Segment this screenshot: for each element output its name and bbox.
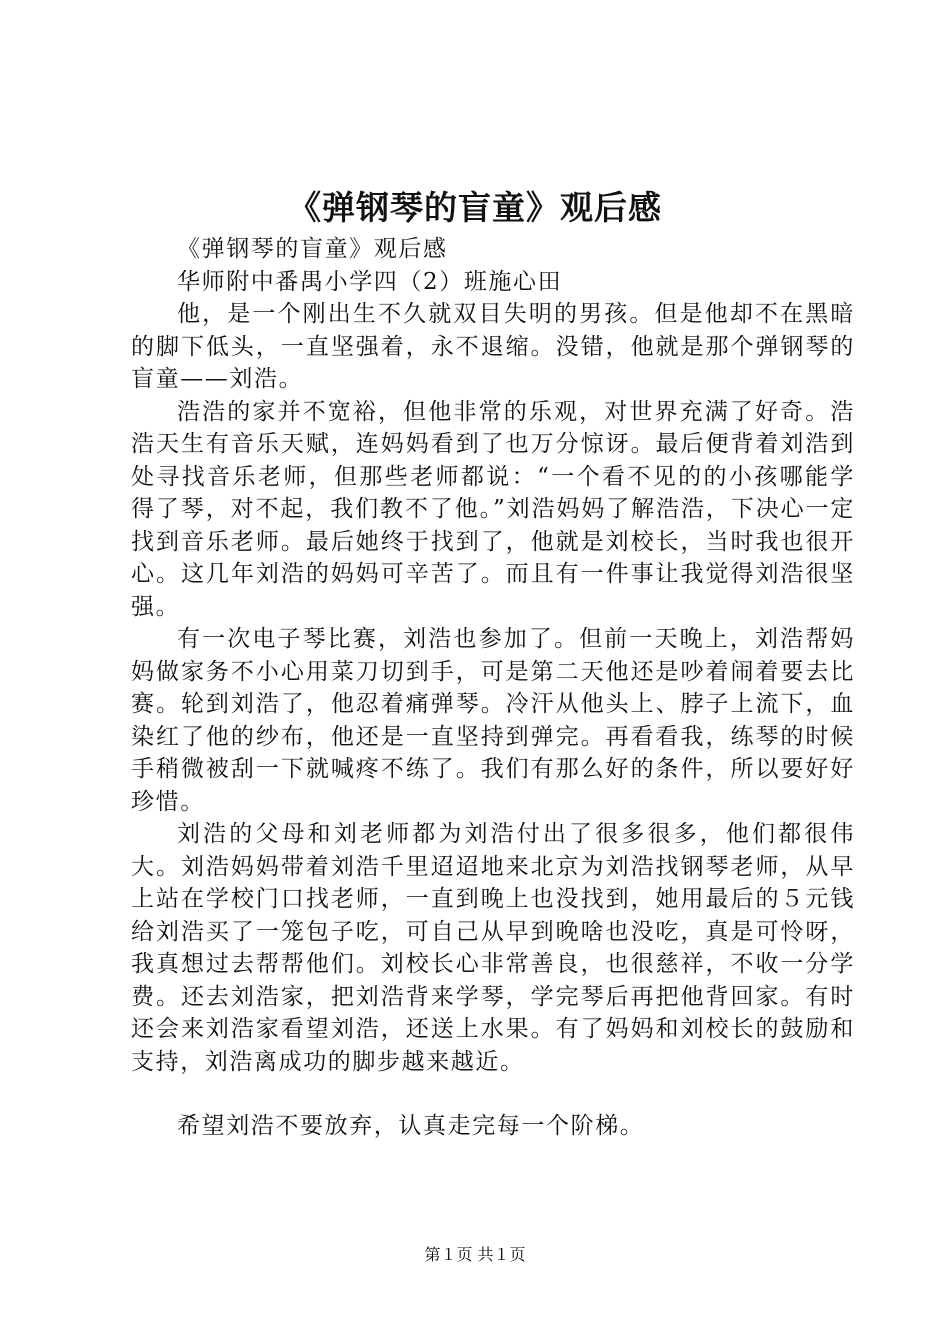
paragraph-closing: 希望刘浩不要放弃，认真走完每一个阶梯。	[177, 1113, 645, 1139]
paragraph: 浩浩的家并不宽裕，但他非常的乐观，对世界充满了好奇。浩浩天生有音乐天赋，连妈妈看到了也万分惊讶。最后便背着刘浩到处寻找音乐老师，但那些老师都说：“一个看不见的的小孩哪能学得了琴，对不起，我们教不了他。”刘浩妈妈了解浩浩，下决心一定找到音乐老师。最后她终于找到了，他就是刘校长，当时我也很开心。这几年刘浩的妈妈可辛苦了。而且有一件事让我觉得刘浩很坚强。	[131, 398, 855, 620]
paragraph-subtitle: 《弹钢琴的盲童》观后感	[177, 236, 448, 262]
paragraph: 有一次电子琴比赛，刘浩也参加了。但前一天晚上，刘浩帮妈妈做家务不小心用菜刀切到手，可是第二天他还是吵着闹着要去比赛。轮到刘浩了，他忍着痛弹琴。冷汗从他头上、脖子上流下，血染红了他的纱布，他还是一直坚持到弹完。再看看我，练琴的时候手稍微被刮一下就喊疼不练了。我们有那么好的条件，所以要好好珍惜。	[131, 626, 855, 815]
page-footer: 第１页 共１页	[424, 1245, 526, 1264]
paragraph: 刘浩的父母和刘老师都为刘浩付出了很多很多，他们都很伟大。刘浩妈妈带着刘浩千里迢迢地来北京为刘浩找钢琴老师，从早上站在学校门口找老师，一直到晚上也没找到，她用最后的５元钱给刘浩买了一笼包子吃，可自己从早到晚啥也没吃，真是可怜呀，我真想过去帮帮他们。刘校长心非常善良，也很慈祥，不收一分学费。还去刘浩家，把刘浩背来学琴，学完琴后再把他背回家。有时还会来刘浩家看望刘浩，还送上水果。有了妈妈和刘校长的鼓励和支持，刘浩离成功的脚步越来越近。	[131, 821, 855, 1075]
document-title: 《弹钢琴的盲童》观后感	[288, 188, 662, 227]
paragraph: 他，是一个刚出生不久就双目失明的男孩。但是他却不在黑暗的脚下低头，一直坚强着，永不退缩。没错，他就是那个弹钢琴的盲童——刘浩。	[131, 301, 855, 392]
paragraph-author: 华师附中番禺小学四（2）班施心田	[177, 268, 563, 295]
document-body	[131, 233, 855, 1143]
